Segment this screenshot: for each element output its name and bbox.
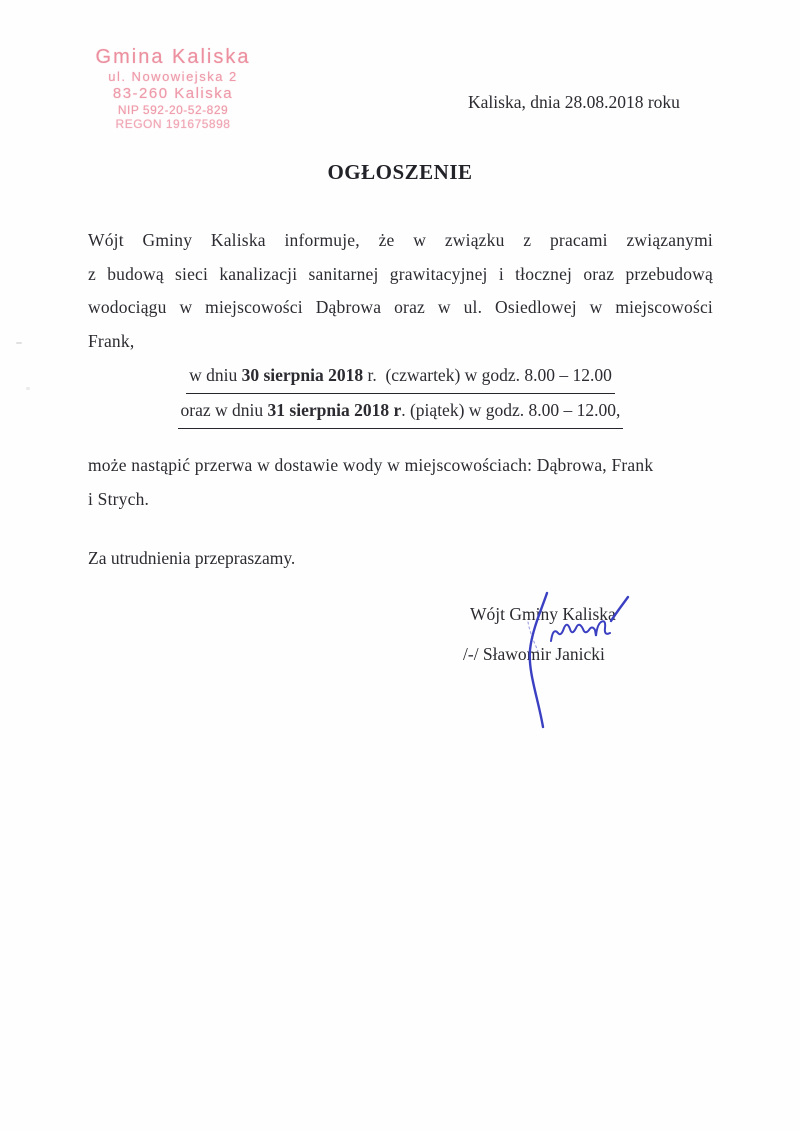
paragraph-line: z budową sieci kanalizacji sanitarnej grawitacyjnej i tłocznej oraz przebudową xyxy=(88,263,713,284)
paragraph-line: wodociągu w miejscowości Dąbrowa oraz w ul. Osiedlowej w miejscowości xyxy=(88,297,713,317)
schedule-1-post: r. (czwartek) w godz. 8.00 – 12.00 xyxy=(363,365,612,385)
signatory-name: /-/ Sławomir Janicki xyxy=(463,644,605,664)
schedule-2-post: . (piątek) w godz. 8.00 – 12.00, xyxy=(401,400,621,420)
scan-artifact xyxy=(26,387,30,390)
sender-stamp xyxy=(78,46,268,132)
date-line: Kaliska, dnia 28.08.2018 roku xyxy=(468,92,680,112)
paragraph-line: może nastąpić przerwa w dostawie wody w miejscowościach: Dąbrowa, Frank xyxy=(88,455,654,475)
apology-line: Za utrudnienia przepraszamy. xyxy=(88,548,296,568)
schedule-2-date: 31 sierpnia 2018 r xyxy=(267,400,402,420)
body-paragraph-1 xyxy=(88,224,713,358)
document-title: OGŁOSZENIE xyxy=(327,160,473,184)
schedule-line-2 xyxy=(88,394,713,429)
paragraph-line: Frank, xyxy=(88,330,135,351)
signatory-role: Wójt Gminy Kaliska xyxy=(470,604,616,624)
schedule-2-pre: oraz w dniu xyxy=(180,400,268,420)
schedule-block xyxy=(88,359,713,429)
schedule-1-pre: w dniu xyxy=(189,365,242,385)
underlined-date-1 xyxy=(186,359,615,394)
body-paragraph-2 xyxy=(88,449,713,516)
underlined-date-2 xyxy=(178,394,624,429)
schedule-1-date: 30 sierpnia 2018 xyxy=(241,365,364,385)
stamp-postal-city: 83-260 Kaliska xyxy=(112,84,234,102)
paragraph-line: i Strych. xyxy=(88,488,150,509)
stamp-org-name: Gmina Kaliska xyxy=(95,46,251,68)
stamp-nip: NIP 592-20-52-829 xyxy=(117,102,229,117)
paragraph-line: Wójt Gminy Kaliska informuje, że w związku z pracami związanymi xyxy=(88,230,713,250)
scan-artifact xyxy=(16,342,22,344)
stamp-street: ul. Nowowiejska 2 xyxy=(108,69,238,85)
stamp-regon: REGON 191675898 xyxy=(115,117,231,132)
schedule-line-1 xyxy=(88,359,713,394)
